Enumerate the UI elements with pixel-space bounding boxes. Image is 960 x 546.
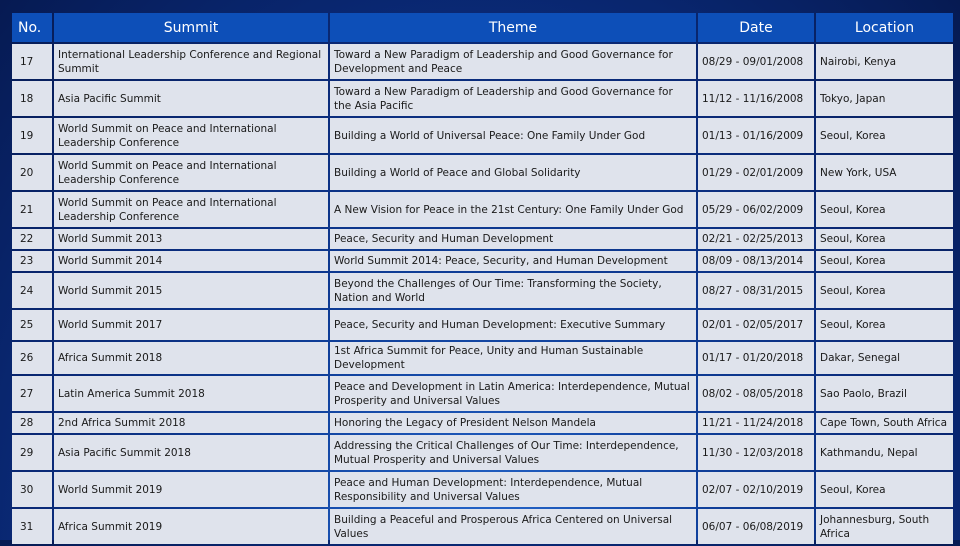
cell-theme: Beyond the Challenges of Our Time: Transforming the Society, Nation and World — [330, 273, 696, 308]
cell-location: Seoul, Korea — [816, 472, 953, 507]
header-row — [12, 13, 953, 42]
table-row — [12, 192, 953, 227]
cell-summit: Latin America Summit 2018 — [54, 376, 328, 411]
cell-date: 11/30 - 12/03/2018 — [698, 435, 814, 470]
header-date: Date — [698, 13, 814, 42]
cell-no: 21 — [12, 192, 52, 227]
cell-no: 29 — [12, 435, 52, 470]
cell-theme: Toward a New Paradigm of Leadership and Good Governance for the Asia Pacific — [330, 81, 696, 116]
cell-location: Seoul, Korea — [816, 273, 953, 308]
cell-theme: Building a World of Universal Peace: One Family Under God — [330, 118, 696, 153]
cell-no: 25 — [12, 310, 52, 340]
table-row — [12, 472, 953, 507]
cell-date: 01/17 - 01/20/2018 — [698, 342, 814, 374]
cell-date: 11/21 - 11/24/2018 — [698, 413, 814, 433]
cell-date: 01/13 - 01/16/2009 — [698, 118, 814, 153]
cell-theme: Addressing the Critical Challenges of Our Time: Interdependence, Mutual Prosperity and Universal Values — [330, 435, 696, 470]
table-row — [12, 310, 953, 340]
table-row — [12, 342, 953, 374]
cell-location: New York, USA — [816, 155, 953, 190]
cell-location: Cape Town, South Africa — [816, 413, 953, 433]
cell-no: 23 — [12, 251, 52, 271]
table-row — [12, 509, 953, 544]
cell-location: Seoul, Korea — [816, 310, 953, 340]
cell-summit: World Summit on Peace and International Leadership Conference — [54, 118, 328, 153]
cell-date: 08/09 - 08/13/2014 — [698, 251, 814, 271]
cell-location: Nairobi, Kenya — [816, 44, 953, 79]
cell-summit: World Summit 2019 — [54, 472, 328, 507]
cell-date: 08/02 - 08/05/2018 — [698, 376, 814, 411]
cell-date: 02/21 - 02/25/2013 — [698, 229, 814, 249]
cell-date: 11/12 - 11/16/2008 — [698, 81, 814, 116]
cell-summit: World Summit 2014 — [54, 251, 328, 271]
header-summit: Summit — [54, 13, 328, 42]
cell-summit: 2nd Africa Summit 2018 — [54, 413, 328, 433]
cell-summit: World Summit 2013 — [54, 229, 328, 249]
cell-theme: Peace, Security and Human Development: Executive Summary — [330, 310, 696, 340]
header-no: No. — [12, 13, 52, 42]
table-row — [12, 251, 953, 271]
cell-summit: World Summit on Peace and International Leadership Conference — [54, 192, 328, 227]
cell-date: 01/29 - 02/01/2009 — [698, 155, 814, 190]
cell-no: 31 — [12, 509, 52, 544]
cell-summit: Asia Pacific Summit 2018 — [54, 435, 328, 470]
cell-location: Seoul, Korea — [816, 118, 953, 153]
cell-date: 02/01 - 02/05/2017 — [698, 310, 814, 340]
cell-summit: Africa Summit 2018 — [54, 342, 328, 374]
cell-no: 24 — [12, 273, 52, 308]
cell-no: 17 — [12, 44, 52, 79]
cell-no: 20 — [12, 155, 52, 190]
cell-theme: World Summit 2014: Peace, Security, and Human Development — [330, 251, 696, 271]
cell-date: 02/07 - 02/10/2019 — [698, 472, 814, 507]
cell-summit: World Summit on Peace and International Leadership Conference — [54, 155, 328, 190]
cell-theme: Building a World of Peace and Global Solidarity — [330, 155, 696, 190]
summit-table-container — [10, 11, 951, 546]
cell-no: 19 — [12, 118, 52, 153]
table-row — [12, 44, 953, 79]
table-row — [12, 376, 953, 411]
cell-location: Seoul, Korea — [816, 229, 953, 249]
table-row — [12, 273, 953, 308]
cell-theme: Building a Peaceful and Prosperous Africa Centered on Universal Values — [330, 509, 696, 544]
summit-table — [10, 11, 955, 546]
cell-location: Seoul, Korea — [816, 192, 953, 227]
cell-summit: World Summit 2017 — [54, 310, 328, 340]
header-theme: Theme — [330, 13, 696, 42]
cell-summit: World Summit 2015 — [54, 273, 328, 308]
cell-location: Kathmandu, Nepal — [816, 435, 953, 470]
cell-date: 06/07 - 06/08/2019 — [698, 509, 814, 544]
cell-theme: A New Vision for Peace in the 21st Century: One Family Under God — [330, 192, 696, 227]
cell-no: 26 — [12, 342, 52, 374]
table-row — [12, 413, 953, 433]
cell-theme: Toward a New Paradigm of Leadership and Good Governance for Development and Peace — [330, 44, 696, 79]
cell-location: Seoul, Korea — [816, 251, 953, 271]
header-location: Location — [816, 13, 953, 42]
table-row — [12, 81, 953, 116]
cell-date: 08/29 - 09/01/2008 — [698, 44, 814, 79]
cell-no: 18 — [12, 81, 52, 116]
cell-location: Johannesburg, South Africa — [816, 509, 953, 544]
table-row — [12, 118, 953, 153]
cell-no: 30 — [12, 472, 52, 507]
cell-location: Tokyo, Japan — [816, 81, 953, 116]
cell-location: Dakar, Senegal — [816, 342, 953, 374]
table-row — [12, 435, 953, 470]
cell-no: 22 — [12, 229, 52, 249]
cell-summit: Asia Pacific Summit — [54, 81, 328, 116]
cell-summit: International Leadership Conference and Regional Summit — [54, 44, 328, 79]
cell-location: Sao Paolo, Brazil — [816, 376, 953, 411]
cell-date: 08/27 - 08/31/2015 — [698, 273, 814, 308]
cell-theme: Honoring the Legacy of President Nelson Mandela — [330, 413, 696, 433]
table-row — [12, 229, 953, 249]
cell-date: 05/29 - 06/02/2009 — [698, 192, 814, 227]
cell-no: 28 — [12, 413, 52, 433]
cell-theme: 1st Africa Summit for Peace, Unity and Human Sustainable Development — [330, 342, 696, 374]
cell-theme: Peace and Development in Latin America: Interdependence, Mutual Prosperity and Universal Values — [330, 376, 696, 411]
cell-theme: Peace, Security and Human Development — [330, 229, 696, 249]
cell-no: 27 — [12, 376, 52, 411]
cell-summit: Africa Summit 2019 — [54, 509, 328, 544]
cell-theme: Peace and Human Development: Interdependence, Mutual Responsibility and Universal Values — [330, 472, 696, 507]
table-row — [12, 155, 953, 190]
